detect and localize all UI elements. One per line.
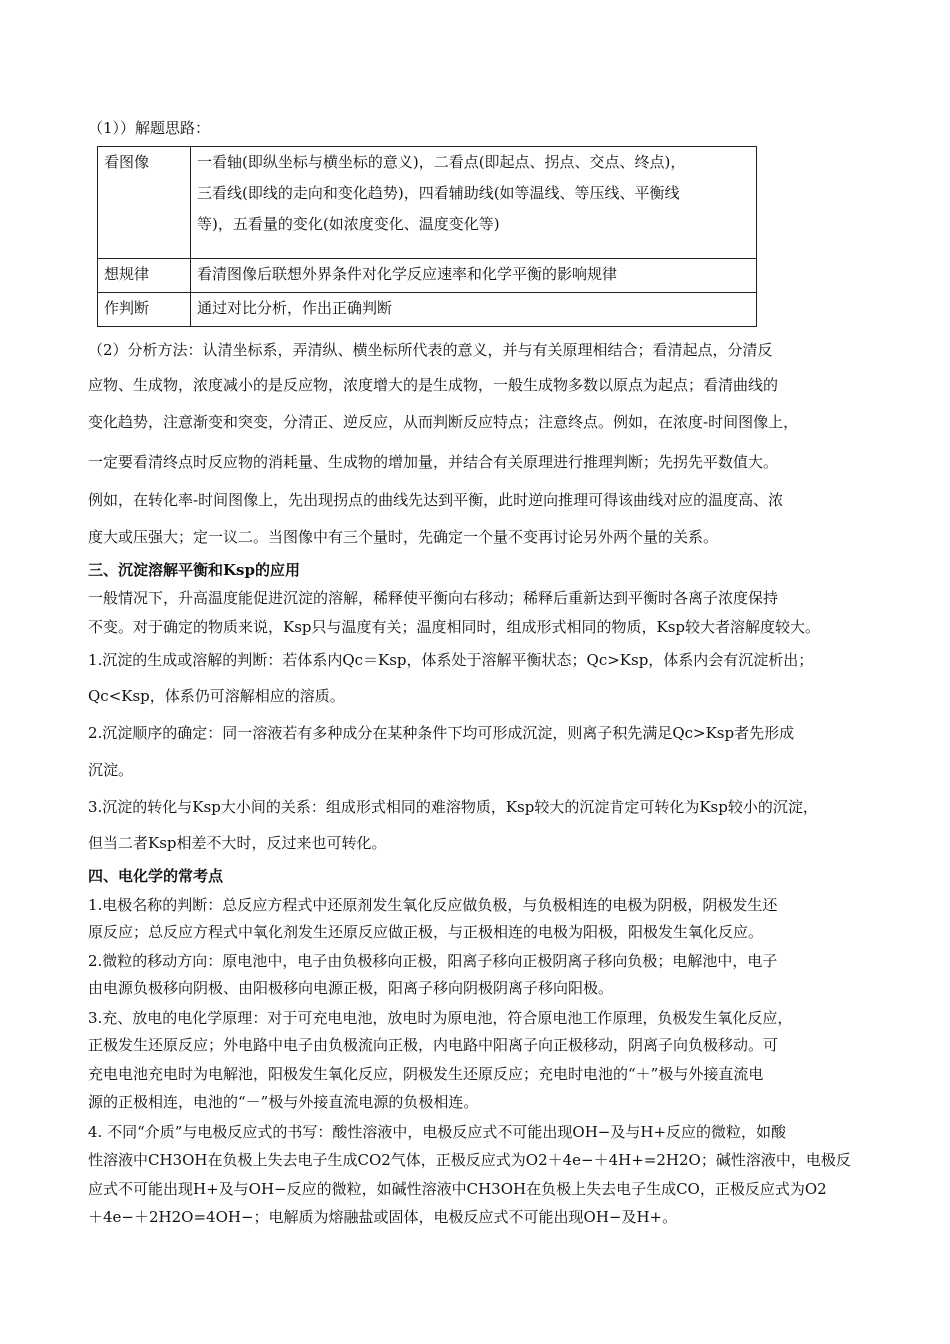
analysis-line: 度大或压强大；定一议二。当图像中有三个量时，先确定一个量不变再讨论另外两个量的关系。 bbox=[88, 528, 719, 546]
table-head-cell: 看图像 bbox=[98, 147, 191, 259]
analysis-line: 变化趋势，注意渐变和突变，分清正、逆反应，从而判断反应特点；注意终点。例如，在浓度-时间图像上， bbox=[88, 413, 799, 431]
list-item: 但当二者Ksp相差不大时，反过来也可转化。 bbox=[88, 834, 387, 852]
section-3-intro: 不变。对于确定的物质来说，Ksp只与温度有关；温度相同时，组成形式相同的物质，Ksp较大者溶解度较大。 bbox=[88, 618, 821, 636]
section-4-title: 四、电化学的常考点 bbox=[88, 867, 224, 885]
section-4-line: 原反应；总反应方程式中氧化剂发生还原反应做正极，与正极相连的电极为阳极，阳极发生氧化反应。 bbox=[88, 923, 764, 941]
analysis-line: （2）分析方法：认清坐标系，弄清纵、横坐标所代表的意义，并与有关原理相结合；看清起点，分清反 bbox=[88, 341, 773, 359]
section-4-line: 性溶液中CH3OH在负极上失去电子生成CO2气体，正极反应式为O2＋4e−＋4H+=2H2O；碱性溶液中，电极反 bbox=[88, 1151, 851, 1169]
table-head-cell: 想规律 bbox=[98, 259, 191, 293]
section-4-line: 由电源负极移向阴极、由阳极移向电源正极，阳离子移向阴极阴离子移向阳极。 bbox=[88, 979, 614, 997]
table-head-cell: 作判断 bbox=[98, 293, 191, 327]
section-3-title: 三、沉淀溶解平衡和Ksp的应用 bbox=[88, 561, 300, 579]
table-line: 等)，五看量的变化(如浓度变化、温度变化等) bbox=[197, 215, 500, 233]
list-item: 3.沉淀的转化与Ksp大小间的关系：组成形式相同的难溶物质，Ksp较大的沉淀肯定可转化为Ksp较小的沉淀， bbox=[88, 798, 818, 816]
table-row bbox=[98, 147, 757, 259]
section-4-line: 4. 不同“介质”与电极反应式的书写：酸性溶液中，电极反应式不可能出现OH−及与H+反应的微粒，如酸 bbox=[88, 1123, 787, 1141]
analysis-line: 应物、生成物，浓度减小的是反应物，浓度增大的是生成物，一般生成物多数以原点为起点；看清曲线的 bbox=[88, 376, 779, 394]
section-4-line: 2.微粒的移动方向：原电池中，电子由负极移向正极，阳离子移向正极阴离子移向负极；电解池中，电子 bbox=[88, 952, 778, 970]
table-line: 三看线(即线的走向和变化趋势)，四看辅助线(如等温线、等压线、平衡线 bbox=[197, 184, 680, 202]
analysis-line: 例如，在转化率-时间图像上，先出现拐点的曲线先达到平衡，此时逆向推理可得该曲线对应的温度高、浓 bbox=[88, 491, 784, 509]
table-row bbox=[98, 259, 757, 293]
section-4-line: 充电电池充电时为电解池，阳极发生氧化反应，阴极发生还原反应；充电时电池的“＋”极与外接直流电 bbox=[88, 1065, 764, 1083]
section-4-line: 正极发生还原反应；外电路中电子由负极流向正极，内电路中阳离子向正极移动，阴离子向负极移动。可 bbox=[88, 1036, 779, 1054]
table-line: 一看轴(即纵坐标与横坐标的意义)，二看点(即起点、拐点、交点、终点)， bbox=[197, 153, 686, 171]
list-item: 2.沉淀顺序的确定：同一溶液若有多种成分在某种条件下均可形成沉淀，则离子积先满足Qc>Ksp者先形成 bbox=[88, 724, 795, 742]
approach-table bbox=[97, 146, 757, 327]
list-item: 沉淀。 bbox=[88, 761, 134, 779]
table-content-cell bbox=[191, 147, 757, 259]
table-row bbox=[98, 293, 757, 327]
section-4-line: 源的正极相连，电池的“－”极与外接直流电源的负极相连。 bbox=[88, 1093, 479, 1111]
section-4-line: ＋4e−＋2H2O=4OH−；电解质为熔融盐或固体，电极反应式不可能出现OH−及H+。 bbox=[88, 1208, 678, 1226]
section-4-line: 应式不可能出现H+及与OH−反应的微粒，如碱性溶液中CH3OH在负极上失去电子生成CO，正极反应式为O2 bbox=[88, 1180, 827, 1198]
section-4-line: 1.电极名称的判断：总反应方程式中还原剂发生氧化反应做负极，与负极相连的电极为阴极，阴极发生还 bbox=[88, 896, 778, 914]
analysis-line: 一定要看清终点时反应物的消耗量、生成物的增加量，并结合有关原理进行推理判断；先拐先平数值大。 bbox=[88, 453, 779, 471]
table-content-cell: 看清图像后联想外界条件对化学反应速率和化学平衡的影响规律 bbox=[191, 259, 757, 293]
table-content-cell: 通过对比分析，作出正确判断 bbox=[191, 293, 757, 327]
section-4-line: 3.充、放电的电化学原理：对于可充电电池，放电时为原电池，符合原电池工作原理，负极发生氧化反应， bbox=[88, 1009, 793, 1027]
list-item: 1.沉淀的生成或溶解的判断：若体系内Qc＝Ksp，体系处于溶解平衡状态；Qc>Ksp，体系内会有沉淀析出； bbox=[88, 651, 814, 669]
heading-problem-approach: （1））解题思路： bbox=[88, 119, 211, 137]
section-3-intro: 一般情况下，升高温度能促进沉淀的溶解，稀释使平衡向右移动；稀释后重新达到平衡时各离子浓度保持 bbox=[88, 589, 779, 607]
list-item: Qc<Ksp，体系仍可溶解相应的溶质。 bbox=[88, 687, 345, 705]
